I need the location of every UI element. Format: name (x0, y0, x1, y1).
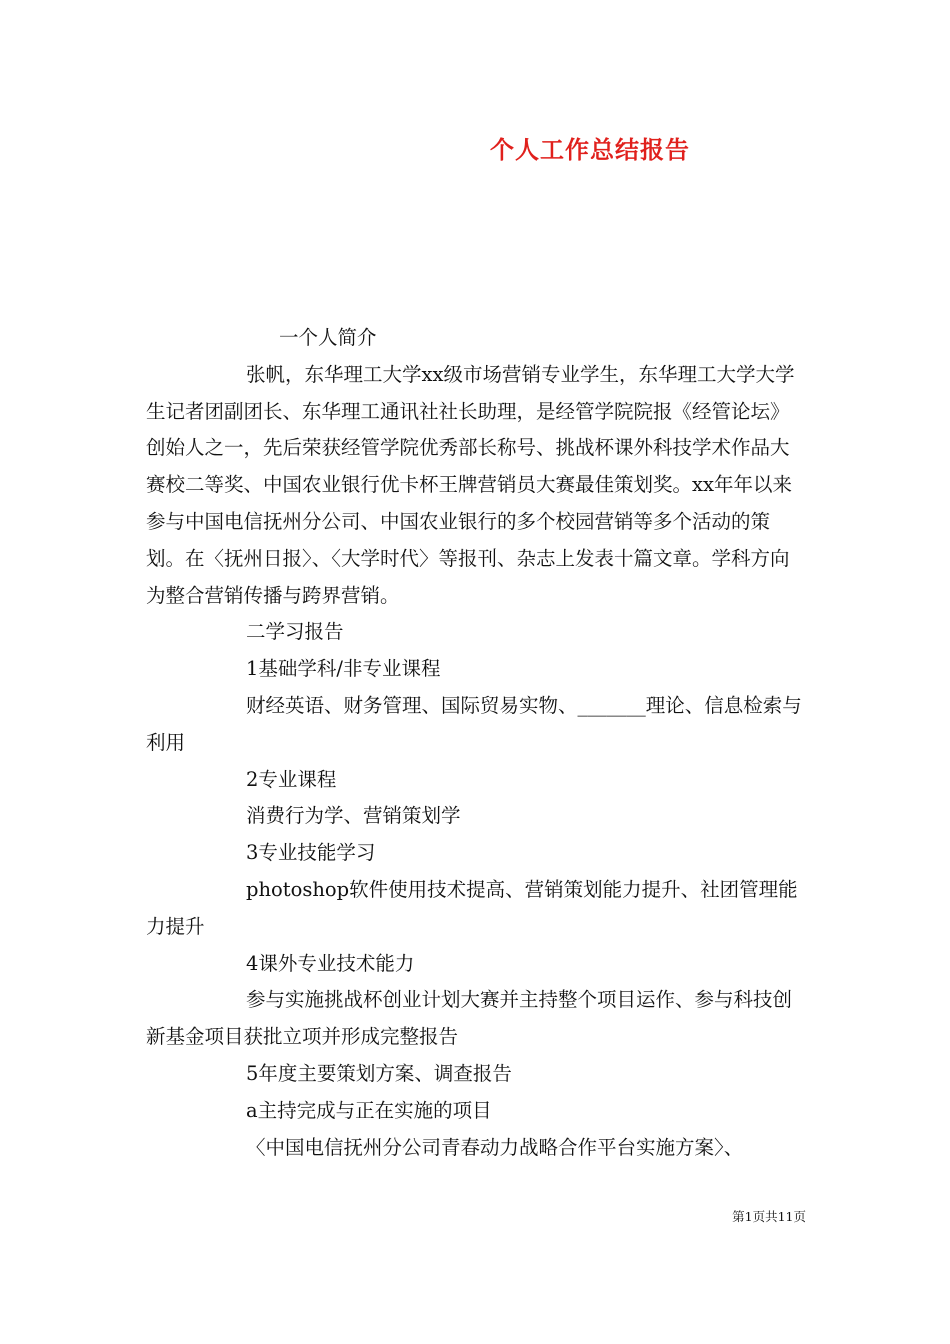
item-heading: a主持完成与正在实施的项目 (246, 1098, 492, 1122)
paragraph: 〈中国电信抚州分公司青春动力战略合作平台实施方案〉、 (246, 1135, 744, 1159)
item-heading: 1基础学科/非专业课程 (246, 657, 441, 681)
paragraph: photoshop软件使用技术提高、营销策划能力提升、社团管理能力提升 (146, 877, 798, 938)
paragraph: 财经英语、财务管理、国际贸易实物、_______理论、信息检索与利用 (146, 693, 802, 754)
section-heading: 一个人简介 (279, 326, 377, 349)
page-number: 第1页共11页 (732, 1209, 806, 1224)
paragraph: 参与实施挑战杯创业计划大赛并主持整个项目运作、参与科技创新基金项目获批立项并形成完整报告 (146, 988, 793, 1049)
document-body (146, 320, 808, 1166)
item-heading: 4课外专业技术能力 (246, 951, 415, 975)
paragraph: 消费行为学、营销策划学 (246, 804, 461, 828)
item-heading: 5年度主要策划方案、调查报告 (246, 1061, 512, 1085)
section-heading: 二学习报告 (246, 620, 344, 644)
paragraph: 张帆，东华理工大学xx级市场营销专业学生，东华理工大学大学生记者团副团长、东华理工通讯社社长助理，是经管学院院报《经管论坛》创始人之一，先后荣获经管学院优秀部长称号、挑战杯课外科技学术作品大赛校二等奖、中国农业银行优卡杯王牌营销员大赛最佳策划奖。xx年年以来参与中国电信抚州分公司、中国农业银行的多个校园营销等多个活动的策划。在〈抚州日报〉、〈大学时代〉等报刊、杂志上发表十篇文章。学科方向为整合营销传播与跨界营销。 (146, 362, 795, 607)
item-heading: 3专业技能学习 (246, 841, 376, 865)
item-heading: 2专业课程 (246, 767, 337, 791)
document-title: 个人工作总结报告 (490, 135, 690, 164)
